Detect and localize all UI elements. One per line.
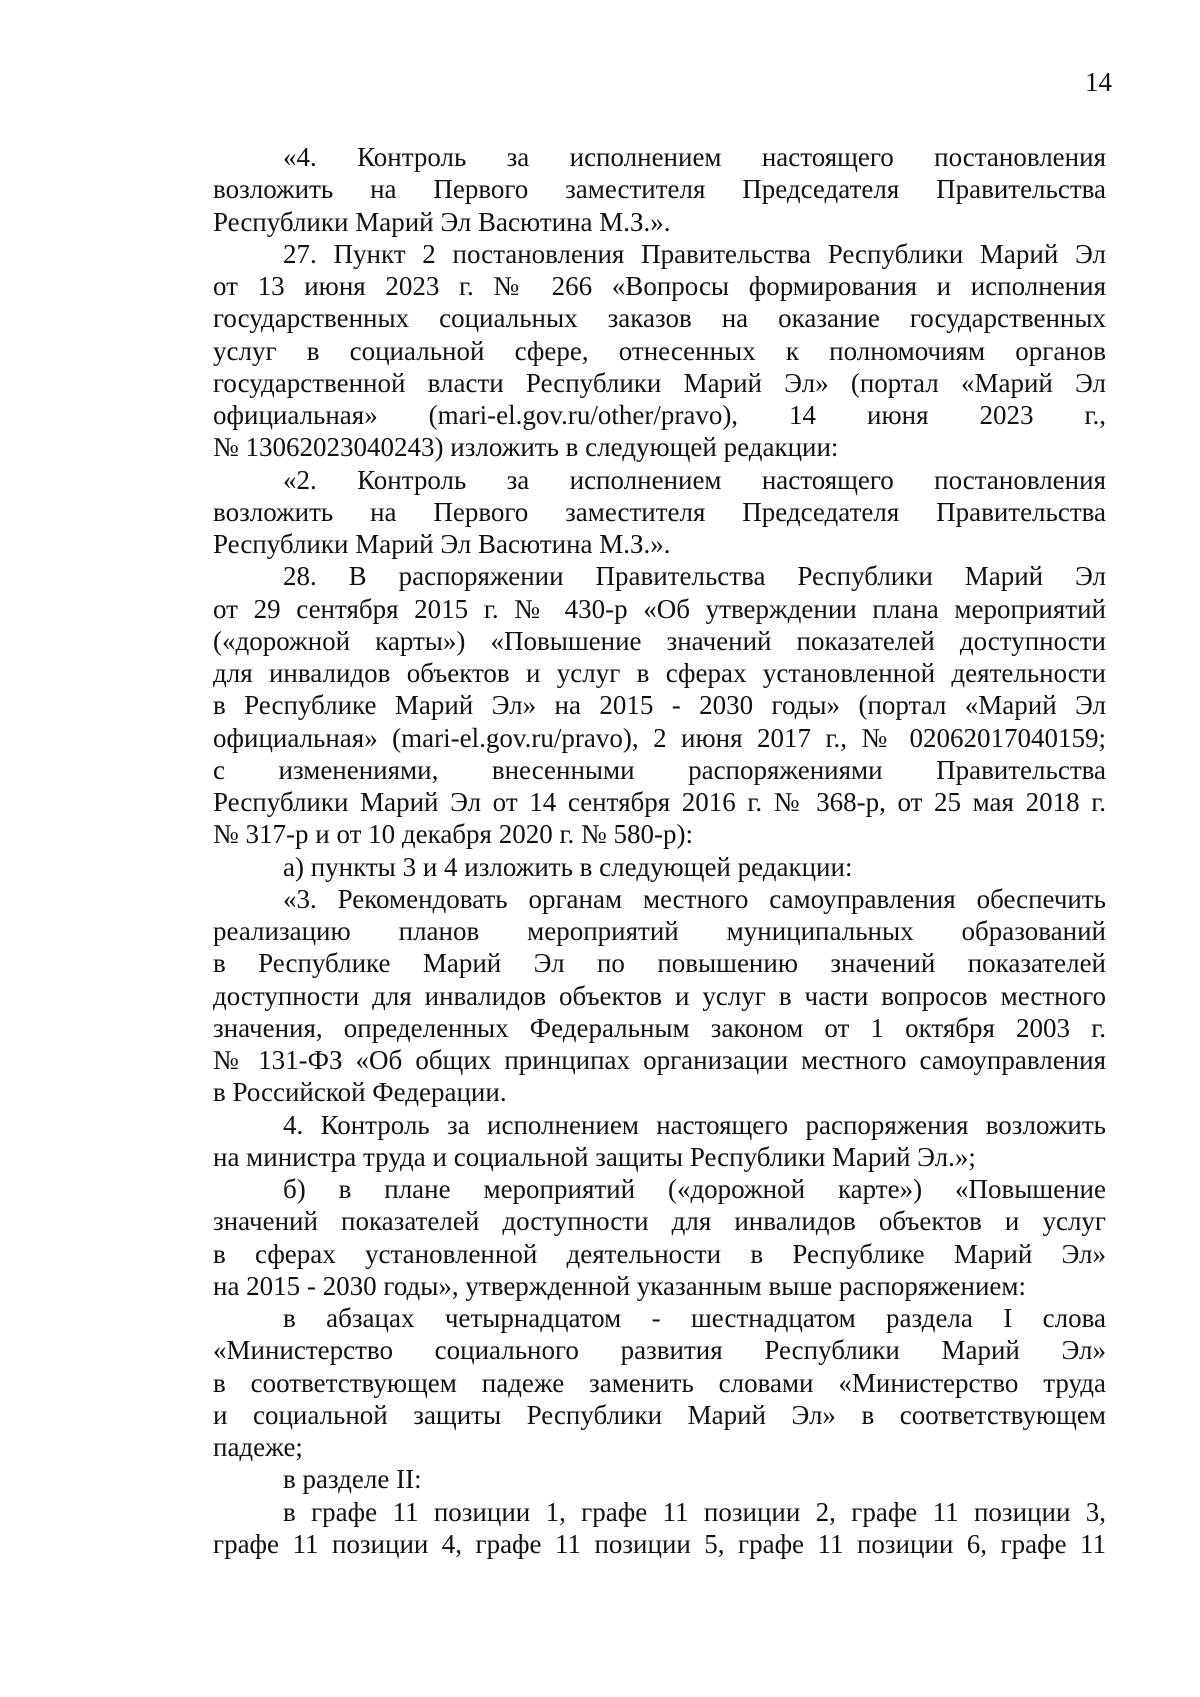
text-line: значения, определенных Федеральным законом от 1 октября 2003 г.	[213, 1012, 1106, 1043]
text-line: № 13062023040243) изложить в следующей редакции:	[213, 432, 839, 463]
text-line: в Республике Марий Эл по повышению значений показателей	[213, 948, 1106, 979]
text-line: от 13 июня 2023 г. № 266 «Вопросы формирования и исполнения	[213, 271, 1106, 301]
text-line: № 317-р и от 10 декабря 2020 г. № 580-р):	[213, 819, 693, 850]
text-line: в соответствующем падеже заменить словами «Министерство труда	[213, 1367, 1106, 1398]
text-line: в Республике Марий Эл» на 2015 - 2030 годы» (портал «Марий Эл	[213, 690, 1106, 721]
text-line: в сферах установленной деятельности в Республике Марий Эл»	[213, 1238, 1106, 1269]
text-line: в разделе II:	[283, 1464, 422, 1495]
text-line: государственных социальных заказов на оказание государственных	[213, 303, 1106, 334]
text-line: государственной власти Республики Марий Эл» (портал «Марий Эл	[213, 367, 1106, 398]
text-line: Республики Марий Эл от 14 сентября 2016 г. № 368-р, от 25 мая 2018 г.	[213, 787, 1106, 817]
text-line: № 131-ФЗ «Об общих принципах организации местного самоуправления	[213, 1045, 1106, 1075]
text-line: на 2015 - 2030 годы», утвержденной указанным выше распоряжением:	[213, 1270, 1026, 1301]
text-line: 4. Контроль за исполнением настоящего распоряжения возложить	[283, 1109, 1106, 1140]
text-line: официальная» (mari-el.gov.ru/pravo), 2 июня 2017 г., № 02062017040159;	[213, 722, 1106, 753]
text-line: б) в плане мероприятий («дорожной карте») «Повышение	[283, 1174, 1106, 1204]
text-line: 28. В распоряжении Правительства Республики Марий Эл	[283, 561, 1106, 592]
text-line: в Российской Федерации.	[213, 1077, 507, 1108]
text-line: от 29 сентября 2015 г. № 430-р «Об утверждении плана мероприятий	[213, 593, 1106, 624]
text-line: Республики Марий Эл Васютина М.З.».	[213, 529, 671, 559]
text-line: официальная» (mari-el.gov.ru/other/pravo), 14 июня 2023 г.,	[213, 400, 1106, 430]
text-line: в абзацах четырнадцатом - шестнадцатом раздела I слова	[283, 1303, 1106, 1333]
text-line: в графе 11 позиции 1, графе 11 позиции 2, графе 11 позиции 3,	[283, 1496, 1106, 1527]
text-line: для инвалидов объектов и услуг в сферах установленной деятельности	[213, 658, 1106, 688]
text-line: а) пункты 3 и 4 изложить в следующей редакции:	[283, 851, 853, 882]
text-line: 27. Пункт 2 постановления Правительства Республики Марий Эл	[283, 238, 1106, 269]
text-line: доступности для инвалидов объектов и услуг в части вопросов местного	[213, 980, 1106, 1011]
text-line: значений показателей доступности для инвалидов объектов и услуг	[213, 1206, 1106, 1237]
document-body	[213, 141, 1106, 1560]
page-number: 14	[1085, 67, 1112, 97]
text-line: «2. Контроль за исполнением настоящего постановления	[283, 464, 1106, 495]
text-line: падеже;	[213, 1432, 303, 1462]
text-line: («дорожной карты») «Повышение значений показателей доступности	[213, 625, 1106, 656]
text-line: «Министерство социального развития Республики Марий Эл»	[213, 1335, 1106, 1366]
text-line: на министра труда и социальной защиты Республики Марий Эл.»;	[213, 1141, 976, 1172]
text-line: с изменениями, внесенными распоряжениями Правительства	[213, 754, 1106, 785]
text-line: графе 11 позиции 4, графе 11 позиции 5, графе 11 позиции 6, графе 11	[213, 1528, 1106, 1559]
text-line: «4. Контроль за исполнением настоящего постановления	[283, 142, 1106, 172]
text-line: реализацию планов мероприятий муниципальных образований	[213, 916, 1106, 946]
text-line: услуг в социальной сфере, отнесенных к полномочиям органов	[213, 335, 1106, 366]
text-line: возложить на Первого заместителя Председателя Правительства	[213, 174, 1106, 205]
text-line: Республики Марий Эл Васютина М.З.».	[213, 206, 671, 237]
text-line: и социальной защиты Республики Марий Эл» в соответствующем	[213, 1399, 1106, 1430]
text-line: возложить на Первого заместителя Председателя Правительства	[213, 496, 1106, 527]
text-line: «3. Рекомендовать органам местного самоуправления обеспечить	[283, 883, 1106, 914]
